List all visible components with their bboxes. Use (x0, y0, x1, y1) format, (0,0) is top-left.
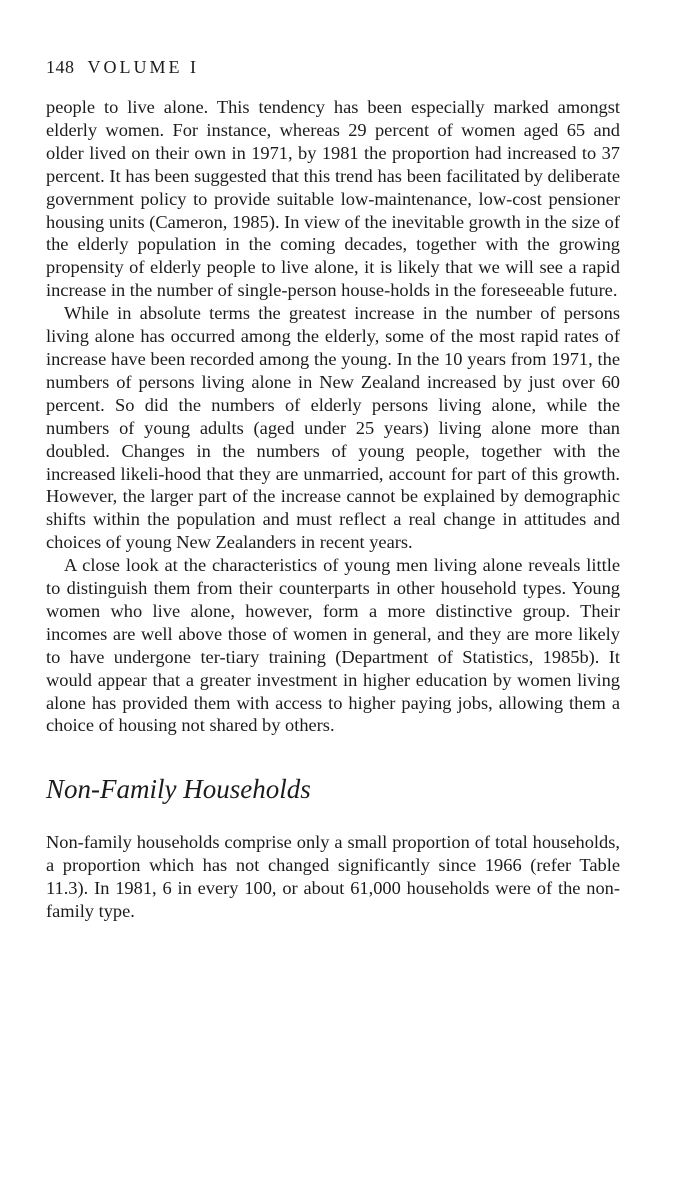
page-number: 148 (46, 57, 75, 77)
book-page (46, 56, 620, 923)
body-paragraph-3: A close look at the characteristics of young men living alone reveals little to distinguish them from their counterparts in other household types. Young women who live alone, however, form a more distinctive group. Their incomes are well above those of women in general, and they are more likely to have undergone ter-tiary training (Department of Statistics, 1985b). It would appear that a greater investment in higher education by women living alone has provided them with access to higher paying jobs, allowing them a choice of housing not shared by others. (46, 555, 620, 736)
section-heading: Non-Family Households (46, 774, 311, 805)
running-head (46, 56, 620, 78)
section-paragraph: Non-family households comprise only a small proportion of total households, a proportion which has not changed significantly since 1966 (refer Table 11.3). In 1981, 6 in every 100, or about 61,000 households were of the non-family type. (46, 832, 620, 922)
body-paragraph-1: people to live alone. This tendency has been especially marked amongst elderly women. For instance, whereas 29 percent of women aged 65 and older lived on their own in 1971, by 1981 the proportion had increased to 37 percent. It has been suggested that this trend has been facilitated by deliberate government policy to provide suitable low-maintenance, low-cost pensioner housing units (Cameron, 1985). In view of the inevitable growth in the size of the elderly population in the coming decades, together with the growing propensity of elderly people to live alone, it is likely that we will see a rapid increase in the number of single-person house-holds in the foreseeable future. (46, 97, 620, 301)
body-paragraph-2: While in absolute terms the greatest increase in the number of persons living alone has occurred among the elderly, some of the most rapid rates of increase have been recorded among the young. In the 10 years from 1971, the numbers of persons living alone in New Zealand increased by just over 60 percent. So did the numbers of elderly persons living alone, while the numbers of young adults (aged under 25 years) living alone more than doubled. Changes in the numbers of young people, together with the increased likeli-hood that they are unmarried, account for part of this growth. However, the larger part of the increase cannot be explained by demographic shifts within the population and must reflect a real change in attitudes and choices of young New Zealanders in recent years. (46, 303, 620, 553)
volume-label: VOLUME I (87, 57, 199, 77)
